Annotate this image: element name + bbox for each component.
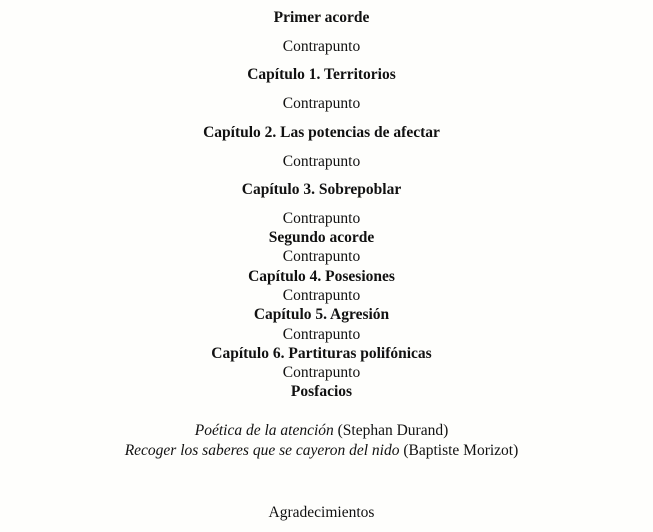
toc-contrapunto: Contrapunto	[282, 95, 361, 112]
toc-posfacio-2	[0, 441, 643, 460]
toc-contrapunto: Contrapunto	[282, 287, 361, 304]
toc-contrapunto: Contrapunto	[282, 38, 361, 55]
posfacio-title: Poética de la atención	[194, 422, 334, 439]
toc-capitulo-3: Capítulo 3. Sobrepoblar	[241, 181, 402, 198]
toc-capitulo-6: Capítulo 6. Partituras polifónicas	[211, 345, 432, 362]
toc-capitulo-1: Capítulo 1. Territorios	[247, 66, 396, 83]
toc-segundo-acorde: Segundo acorde	[268, 229, 375, 246]
toc-capitulo-5: Capítulo 5. Agresión	[253, 306, 390, 323]
posfacio-title: Recoger los saberes que se cayeron del nido	[124, 442, 400, 459]
toc-contrapunto: Contrapunto	[282, 364, 361, 381]
toc-contrapunto: Contrapunto	[282, 153, 361, 170]
toc-capitulo-2: Capítulo 2. Las potencias de afectar	[203, 124, 440, 141]
posfacio-author: (Baptiste Morizot)	[399, 442, 519, 459]
toc-capitulo-4: Capítulo 4. Posesiones	[248, 268, 395, 285]
toc-contrapunto: Contrapunto	[282, 326, 361, 343]
toc-contrapunto: Contrapunto	[282, 248, 361, 265]
toc-agradecimientos: Agradecimientos	[268, 504, 375, 521]
toc-posfacio-1	[0, 421, 643, 440]
posfacio-author: (Stephan Durand)	[333, 422, 449, 439]
toc-contrapunto: Contrapunto	[282, 210, 361, 227]
toc-primer-acorde: Primer acorde	[273, 9, 370, 26]
toc-posfacios: Posfacios	[290, 383, 353, 400]
